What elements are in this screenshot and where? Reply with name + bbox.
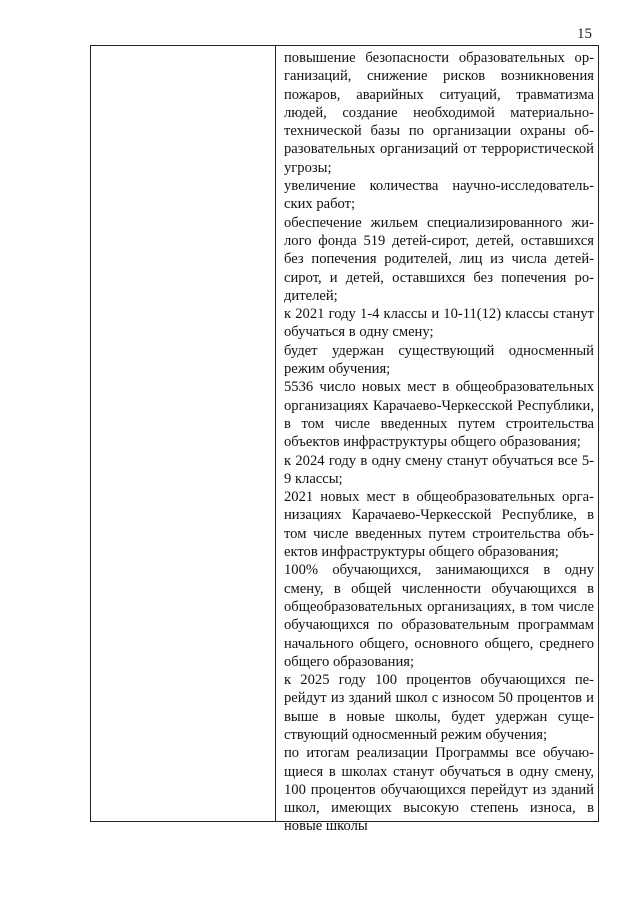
table-paragraph: к 2024 году в одну смену станут обучаться все 5-9 классы; — [284, 452, 594, 487]
table-paragraph: к 2021 году 1-4 классы и 10-11(12) классы станут обучаться в одну смену; — [284, 306, 594, 341]
table-paragraph: увеличение количества научно-исследовательских работ; — [284, 178, 594, 213]
table-paragraph: по итогам реализации Программы все обучающиеся в школах станут обучаться в одну смену, 100 процентов обучающихся перейдут из зданий школ, имеющих высокую степень износа, в новые школы — [284, 745, 594, 835]
table-paragraph: к 2025 году 100 процентов обучающихся перейдут из зданий школ с износом 50 процентов и выше в новые школы, будет удержан существующий односменный режим обучения; — [284, 672, 594, 743]
table-paragraph: 2021 новых мест в общеобразовательных организациях Карачаево-Черкесской Республике, в том числе введенных путем строительства объектов инфраструктуры общего образования; — [284, 489, 594, 561]
table-paragraph: повышение безопасности образовательных организаций, снижение рисков возникновения пожаров, аварийных ситуаций, травматизма людей, создание необходимой материально-технической базы по организации охраны образовательных организаций от террористической угрозы; — [284, 50, 594, 176]
table-paragraph: будет удержан существующий односменный режим обучения; — [284, 342, 594, 378]
table-paragraph: 5536 число новых мест в общеобразовательных организациях Карачаево-Черкесской Республики, в том числе введенных путем строительства объектов инфраструктуры общего образования; — [284, 379, 594, 451]
table-right-cell — [276, 46, 598, 835]
table-left-cell — [91, 46, 276, 821]
table-paragraph: 100% обучающихся, занимающихся в одну смену, в общей численности обучающихся в общеобразовательных организациях, в том числе обучающихся по образовательным программам начального общего, основного общего, среднего общего образования; — [284, 562, 594, 670]
document-table — [90, 45, 599, 835]
table-paragraph: обеспечение жильем специализированного жилого фонда 519 детей-сирот, детей, оставшихся без попечения родителей, лиц из числа детей-сирот, и детей, оставшихся без попечения родителей; — [284, 214, 594, 304]
page-number: 15 — [577, 26, 592, 42]
